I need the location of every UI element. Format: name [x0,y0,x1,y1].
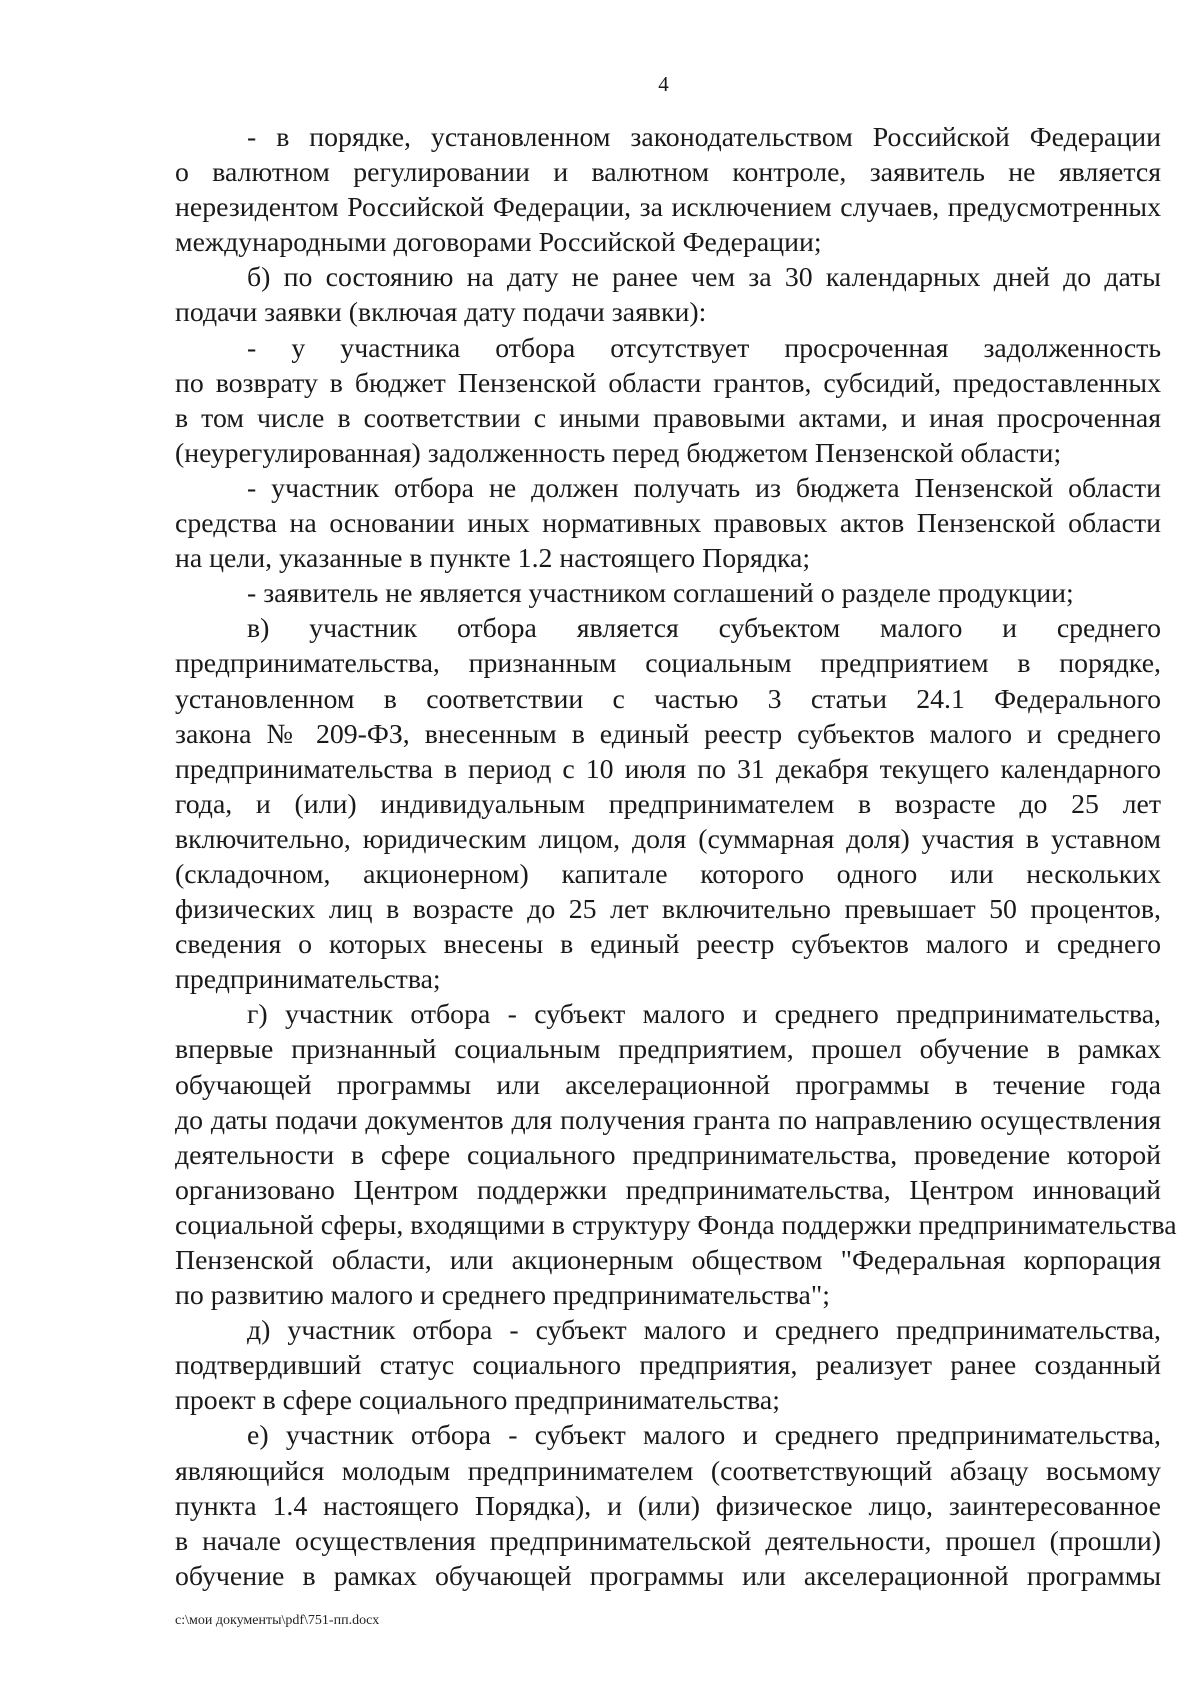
text-line: г) участник отбора - субъект малого и среднего предпринимательства, [247,999,1161,1031]
page-number: 4 [658,72,669,96]
text-line: на цели, указанные в пункте 1.2 настоящего Порядка; [175,543,811,575]
text-line: о валютном регулировании и валютном контроле, заявитель не является [175,157,1161,189]
text-line: е) участник отбора - субъект малого и среднего предпринимательства, [247,1420,1161,1452]
text-line: впервые признанный социальным предприятием, прошел обучение в рамках [175,1034,1161,1066]
text-line: включительно, юридическим лицом, доля (суммарная доля) участия в уставном [175,823,1161,855]
text-line: в начале осуществления предпринимательской деятельности, прошел (прошли) [175,1525,1161,1557]
text-line: года, и (или) индивидуальным предпринимателем в возрасте до 25 лет [175,788,1161,820]
text-line: предпринимательства, признанным социальным предприятием в порядке, [175,648,1161,680]
text-line: подтвердивший статус социального предприятия, реализует ранее созданный [175,1350,1161,1382]
text-line: предпринимательства; [175,964,441,996]
text-line: - в порядке, установленном законодательством Российской Федерации [247,122,1161,153]
text-line: физических лиц в возрасте до 25 лет включительно превышает 50 процентов, [175,894,1161,926]
document-body [175,120,1177,1594]
text-line: сведения о которых внесены в единый реестр субъектов малого и среднего [175,929,1161,961]
text-line: пункта 1.4 настоящего Порядка), и (или) физическое лицо, заинтересованное [175,1490,1161,1522]
text-line: закона № 209-ФЗ, внесенным в единый реестр субъектов малого и среднего [175,718,1161,750]
text-line: средства на основании иных нормативных правовых актов Пензенской области [175,508,1161,540]
text-line: в том числе в соответствии с иными правовыми актами, и иная просроченная [175,402,1161,434]
text-line: установленном в соответствии с частью 3 статьи 24.1 Федерального [175,683,1161,715]
text-line: - заявитель не является участником соглашений о разделе продукции; [247,578,1074,610]
text-line: проект в сфере социального предпринимательства; [175,1385,780,1417]
text-line: организовано Центром поддержки предпринимательства, Центром инноваций [175,1174,1161,1206]
text-line: (складочном, акционерном) капитале которого одного или нескольких [175,858,1161,890]
text-line: по возврату в бюджет Пензенской области грантов, субсидий, предоставленных [175,367,1161,399]
text-line: (неурегулированная) задолженность перед бюджетом Пензенской области; [175,437,1062,469]
text-line: социальной сферы, входящими в структуру Фонда поддержки предпринимательства [175,1209,1177,1241]
text-line: в) участник отбора является субъектом малого и среднего [247,613,1161,645]
text-line: - у участника отбора отсутствует просроченная задолженность [247,332,1161,364]
text-line: до даты подачи документов для получения гранта по направлению осуществления [175,1104,1161,1136]
text-line: Пензенской области, или акционерным обществом "Федеральная корпорация [175,1245,1161,1276]
text-line: по развитию малого и среднего предпринимательства"; [175,1280,830,1312]
text-line: обучение в рамках обучающей программы или акселерационной программы [175,1560,1161,1592]
text-line: являющийся молодым предпринимателем (соответствующий абзацу восьмому [175,1455,1161,1487]
text-line: предпринимательства в период с 10 июля по 31 декабря текущего календарного [175,753,1161,785]
text-line: подачи заявки (включая дату подачи заявки): [175,297,707,329]
text-line: деятельности в сфере социального предпринимательства, проведение которой [175,1139,1161,1171]
text-line: обучающей программы или акселерационной программы в течение года [175,1069,1161,1101]
text-line: - участник отбора не должен получать из бюджета Пензенской области [247,472,1161,504]
file-path-footer: c:\мои документы\pdf\751-пп.docx [175,1613,380,1628]
text-line: б) по состоянию на дату не ранее чем за 30 календарных дней до даты [247,262,1161,294]
text-line: международными договорами Российской Федерации; [175,227,822,259]
text-line: нерезидентом Российской Федерации, за исключением случаев, предусмотренных [175,192,1161,224]
text-line: д) участник отбора - субъект малого и среднего предпринимательства, [247,1315,1161,1347]
